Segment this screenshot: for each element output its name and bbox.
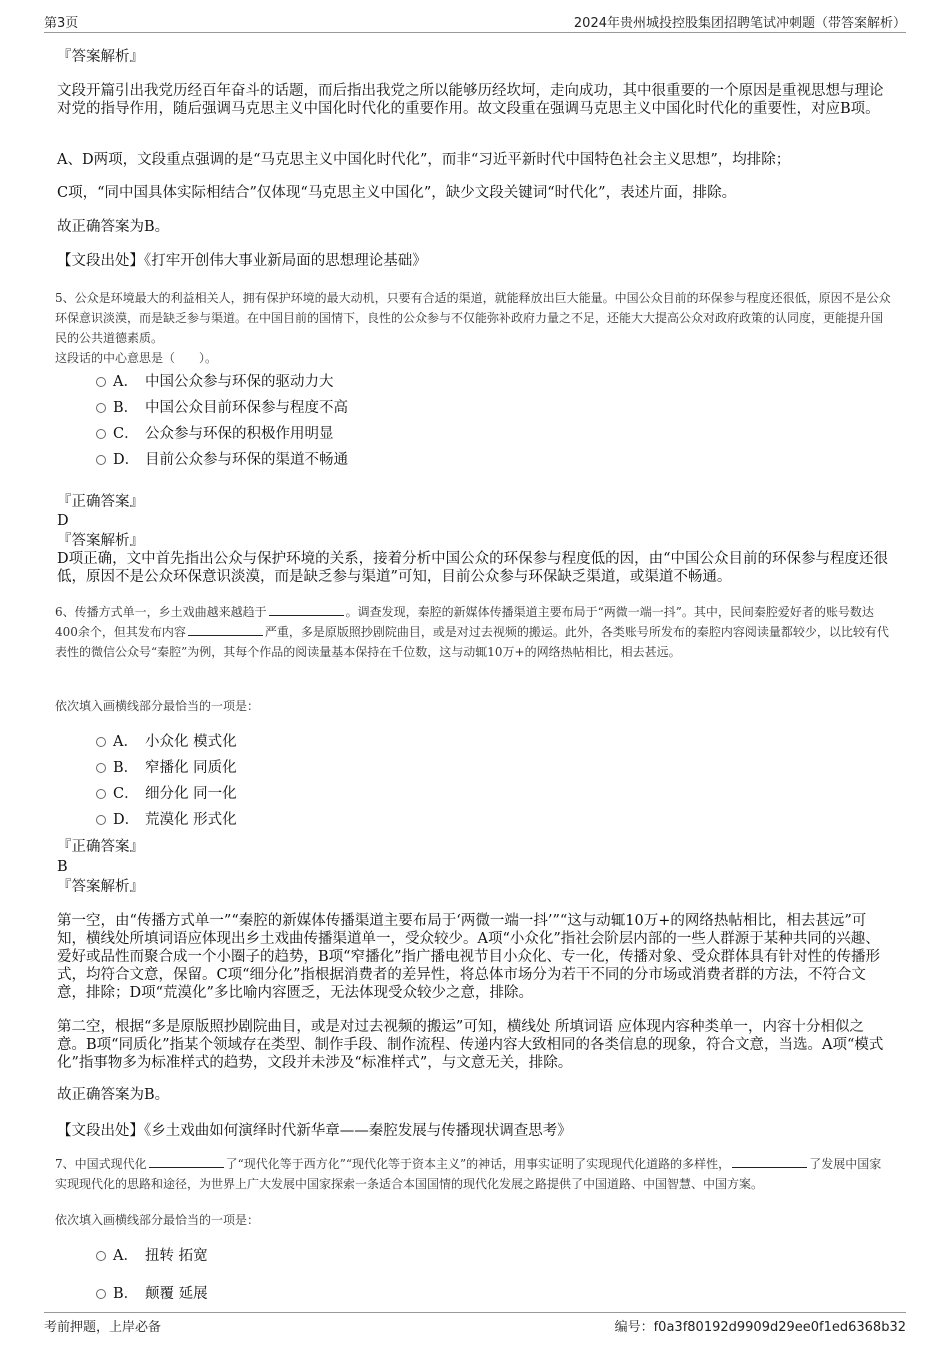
q6-answer-line: 故正确答案为B。 [57, 1087, 170, 1103]
q5-answer: D [57, 513, 69, 529]
q5-option-d[interactable]: D． 目前公众参与环保的渠道不畅通 [96, 450, 348, 470]
blank-line [269, 605, 344, 616]
blank-line [188, 625, 263, 636]
q6-analysis-p2: 第二空，根据“多是原版照抄剧院曲目，或是对过去视频的搬运”可知，横线处 所填词语 应体现内容种类单一，内容十分相似之意。B项“同质化”指某个领域存在类型、制作手段、制作流程、传递内容大致相同的各类信息的现象，符合文意，当选。A项“模式化”指事物多为标准样式的趋势，文段并未涉及“标准样式”，与文意无关，排除。 [57, 1019, 884, 1071]
q4-answer-line: 故正确答案为B。 [57, 219, 170, 235]
q6-option-b[interactable]: B． 窄播化 同质化 [96, 758, 237, 778]
document-title: 2024年贵州城投控股集团招聘笔试冲刺题（带答案解析） [573, 16, 906, 31]
q5-analysis-label: 『答案解析』 [57, 533, 144, 549]
q6-option-c[interactable]: C． 细分化 同一化 [96, 784, 237, 804]
q5-correct-label: 『正确答案』 [57, 494, 144, 510]
radio-icon[interactable] [96, 815, 106, 825]
q6-source: 【文段出处】《乡土戏曲如何演绎时代新华章——秦腔发展与传播现状调查思考》 [57, 1123, 572, 1139]
q4-analysis-p2: A、D两项，文段重点强调的是“马克思主义中国化时代化”，而非“习近平新时代中国特色社会主义思想”，均排除； [57, 152, 791, 168]
q6-stem: 6、传播方式单一，乡土戏曲越来越趋于 。调查发现，秦腔的新媒体传播渠道主要布局于“两微一端一抖”。其中，民间秦腔爱好者的账号数达400余个，但其发布内容 严重，多是原版照抄剧院曲目，或是对过去视频的搬运。此外，各类账号所发布的秦腔内容阅读量都较少，以比较有代表性的微信公众号“秦腔”为例，其每个作品的阅读量基本保持在千位数，这与动辄10万+的网络热帖相比，相去甚远。 [55, 605, 889, 659]
q6-ask: 依次填入画横线部分最恰当的一项是： [55, 699, 260, 713]
q5-analysis: D项正确，文中首先指出公众与保护环境的关系，接着分析中国公众的环保参与程度低的因，由“中国公众目前的环保参与程度还很低，原因不是公众环保意识淡漠，而是缺乏参与渠道”可知，目前公众参与环保缺乏渠道，或渠道不畅通。 [57, 551, 889, 585]
page-footer [44, 1312, 906, 1338]
blank-line [732, 1157, 807, 1168]
radio-icon[interactable] [96, 455, 106, 465]
q7-stem: 7、中国式现代化 了“现代化等于西方化”“现代化等于资本主义”的神话，用事实证明了实现现代化道路的多样性， 了发展中国家实现现代化的思路和途径，为世界上广大发展中国家探索一条适合本国国情的现代化发展之路提供了中国道路、中国智慧、中国方案。 [55, 1157, 882, 1191]
q6-option-d[interactable]: D． 荒漠化 形式化 [96, 810, 237, 830]
q4-analysis-label: 『答案解析』 [57, 49, 144, 65]
q7-option-b[interactable]: B． 颠覆 延展 [96, 1284, 208, 1304]
q5-stem: 5、公众是环境最大的利益相关人，拥有保护环境的最大动机，只要有合适的渠道，就能释放出巨大能量。中国公众目前的环保参与程度还很低，原因不是公众环保意识淡漠，而是缺乏参与渠道。在中国目前的国情下，良性的公众参与不仅能弥补政府力量之不足，还能大大提高公众对政府政策的认同度，更能提升国民的公共道德素质。 这段话的中心意思是（ ）。 [55, 291, 891, 365]
q5-option-a[interactable]: A． 中国公众参与环保的驱动力大 [96, 372, 334, 392]
q6-analysis-p1: 第一空，由“传播方式单一”“秦腔的新媒体传播渠道主要布局于‘两微一端一抖’”“这与动辄10万+的网络热帖相比，相去甚远”可知，横线处所填词语应体现出乡土戏曲传播渠道单一，受众较少。A项“小众化”指社会阶层内部的一些人群源于某种共同的兴趣、爱好或品性而聚合成一个小圈子的趋势，B项“窄播化”指广播电视节目小众化、专一化，传播对象、受众群体具有针对性的传播形式，均符合文意，保留。C项“细分化”指根据消费者的差异性，将总体市场分为若干不同的分市场或消费者群的方法，不符合文意，排除；D项“荒漠化”多比喻内容匮乏，无法体现受众较少之意，排除。 [57, 913, 880, 1001]
q5-option-b[interactable]: B． 中国公众目前环保参与程度不高 [96, 398, 348, 418]
footer-code: 编号：f0a3f80192d9909d29ee0f1ed6368b32 [614, 1320, 906, 1335]
radio-icon[interactable] [96, 763, 106, 773]
radio-icon[interactable] [96, 737, 106, 747]
radio-icon[interactable] [96, 403, 106, 413]
q4-analysis-p3: C项，“同中国具体实际相结合”仅体现“马克思主义中国化”，缺少文段关键词“时代化”，表述片面，排除。 [57, 185, 737, 201]
q4-analysis-p1: 文段开篇引出我党历经百年奋斗的话题，而后指出我党之所以能够历经坎坷，走向成功，其中很重要的一个原因是重视思想与理论对党的指导作用，随后强调马克思主义中国化时代化的重要作用。故文段重在强调马克思主义中国化时代化的重要性，对应B项。 [57, 83, 884, 117]
footer-slogan: 考前押题，上岸必备 [44, 1320, 162, 1335]
q6-correct-label: 『正确答案』 [57, 839, 144, 855]
q6-analysis-label: 『答案解析』 [57, 879, 144, 895]
q4-source: 【文段出处】《打牢开创伟大事业新局面的思想理论基础》 [57, 253, 427, 269]
q6-answer: B [57, 859, 68, 875]
page-header [44, 12, 906, 33]
q7-ask: 依次填入画横线部分最恰当的一项是： [55, 1213, 260, 1227]
radio-icon[interactable] [96, 429, 106, 439]
radio-icon[interactable] [96, 377, 106, 387]
q5-option-c[interactable]: C． 公众参与环保的积极作用明显 [96, 424, 334, 444]
page-number: 第3页 [44, 16, 79, 31]
q7-option-a[interactable]: A． 扭转 拓宽 [96, 1246, 208, 1266]
radio-icon[interactable] [96, 1251, 106, 1261]
blank-line [149, 1157, 224, 1168]
radio-icon[interactable] [96, 789, 106, 799]
q6-option-a[interactable]: A． 小众化 模式化 [96, 732, 237, 752]
radio-icon[interactable] [96, 1289, 106, 1299]
